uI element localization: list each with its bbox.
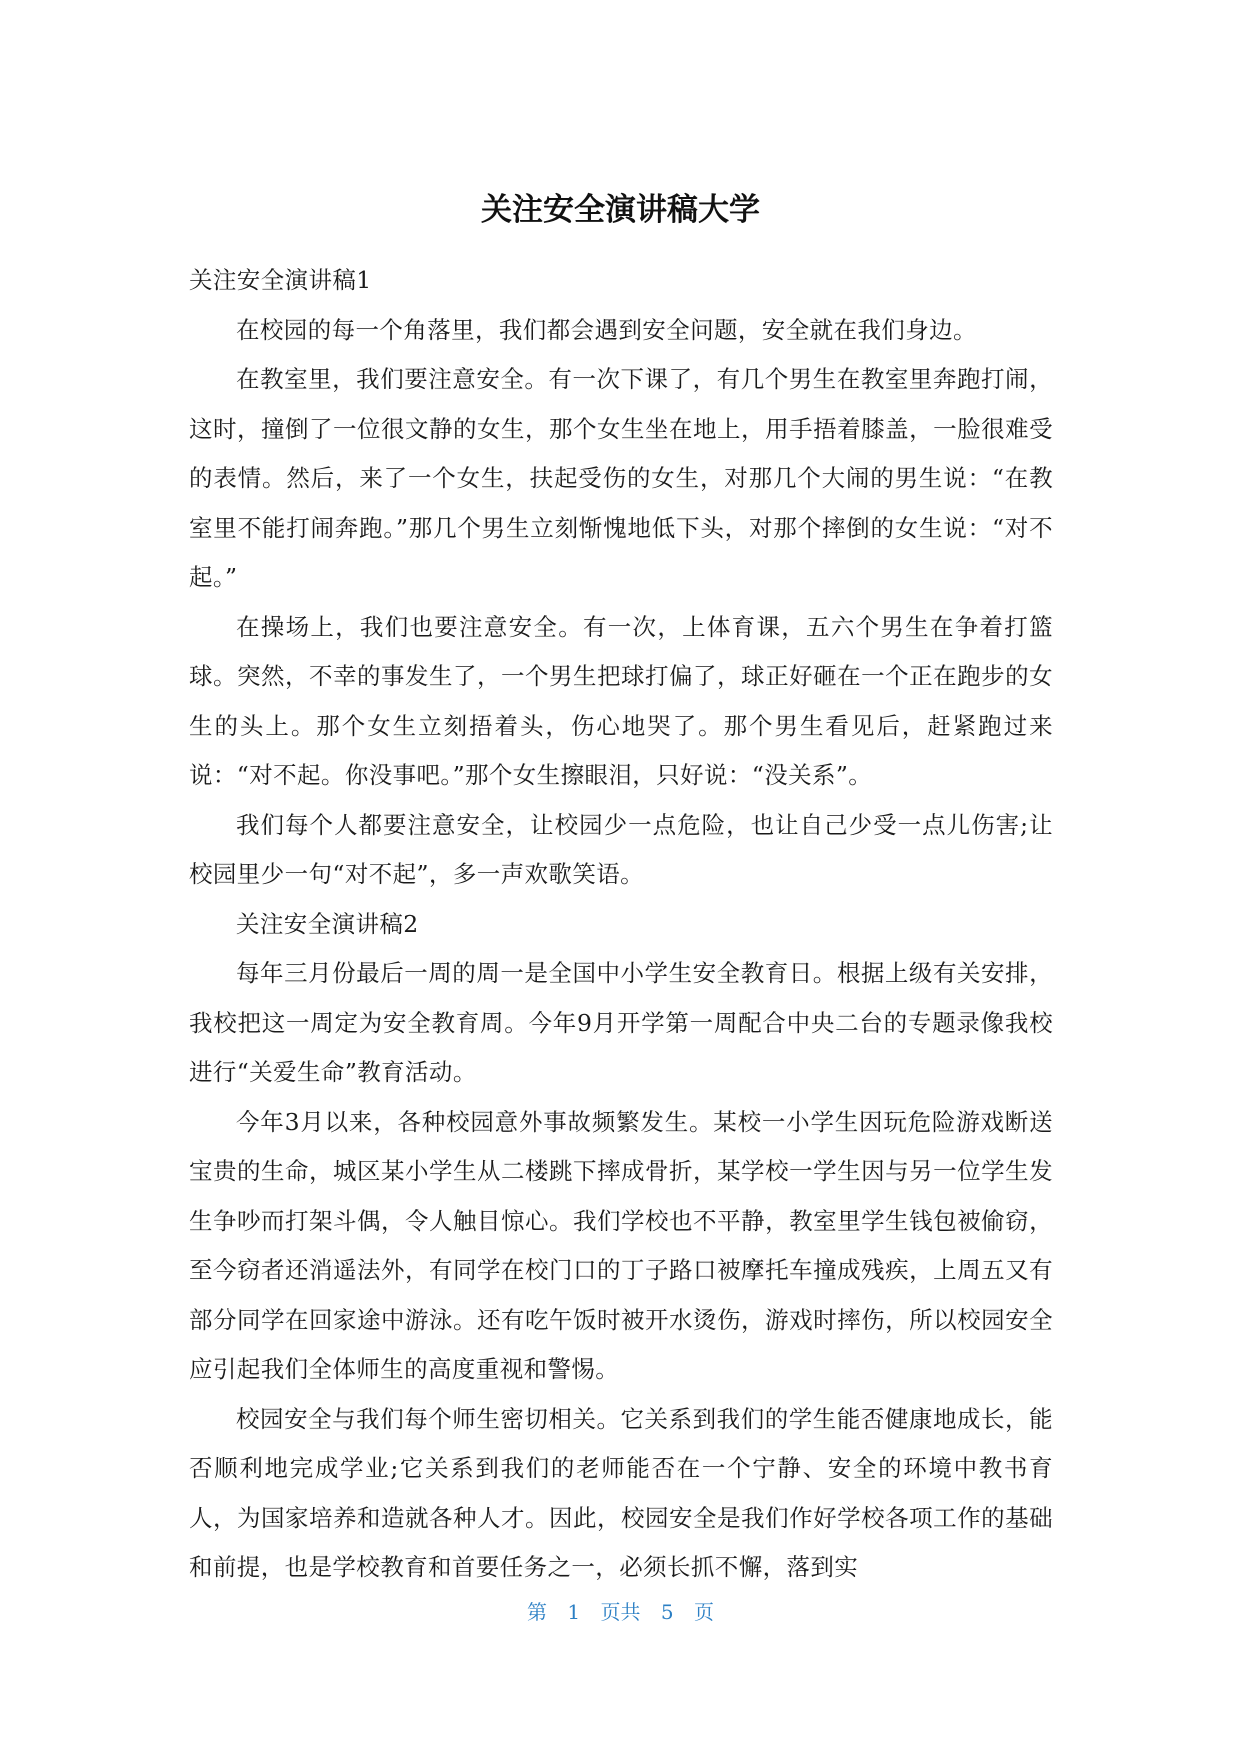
page-label: 第 xyxy=(527,1600,548,1624)
body-paragraph: 在校园的每一个角落里，我们都会遇到安全问题，安全就在我们身边。 xyxy=(236,315,977,344)
page-total: 5 xyxy=(660,1600,674,1624)
page-end: 页 xyxy=(693,1600,714,1624)
section-heading: 关注安全演讲稿1 xyxy=(189,266,372,294)
document-body xyxy=(189,256,1053,1593)
page-mid: 页共 xyxy=(600,1600,641,1624)
section-heading: 关注安全演讲稿2 xyxy=(236,909,419,938)
body-paragraph: 我们每个人都要注意安全，让校园少一点危险，也让自己少受一点儿伤害;让校园里少一句“对不起”，多一声欢歌笑语。 xyxy=(189,810,1053,888)
body-paragraph: 校园安全与我们每个师生密切相关。它关系到我们的学生能否健康地成长，能否顺利地完成学业;它关系到我们的老师能否在一个宁静、安全的环境中教书育人，为国家培养和造就各种人才。因此，校园安全是我们作好学校各项工作的基础和前提，也是学校教育和首要任务之一，必须长抓不懈，落到实 xyxy=(189,1404,1053,1581)
body-paragraph: 每年三月份最后一周的周一是全国中小学生安全教育日。根据上级有关安排，我校把这一周定为安全教育周。今年9月开学第一周配合中央二台的专题录像我校进行“关爱生命”教育活动。 xyxy=(189,959,1053,1086)
body-paragraph: 在教室里，我们要注意安全。有一次下课了，有几个男生在教室里奔跑打闹，这时，撞倒了一位很文静的女生，那个女生坐在地上，用手捂着膝盖，一脸很难受的表情。然后，来了一个女生，扶起受伤的女生，对那几个大闹的男生说：“在教室里不能打闹奔跑。”那几个男生立刻惭愧地低下头，对那个摔倒的女生说：“对不起。” xyxy=(189,365,1053,591)
body-paragraph: 在操场上，我们也要注意安全。有一次，上体育课，五六个男生在争着打篮球。突然，不幸的事发生了，一个男生把球打偏了，球正好砸在一个正在跑步的女生的头上。那个女生立刻捂着头，伤心地哭了。那个男生看见后，赶紧跑过来说：“对不起。你没事吧。”那个女生擦眼泪，只好说：“没关系”。 xyxy=(189,612,1053,789)
page-current: 1 xyxy=(567,1600,581,1624)
page-footer xyxy=(0,1598,1241,1626)
body-paragraph: 今年3月以来，各种校园意外事故频繁发生。某校一小学生因玩危险游戏断送宝贵的生命，城区某小学生从二楼跳下摔成骨折，某学校一学生因与另一位学生发生争吵而打架斗偶，令人触目惊心。我们学校也不平静，教室里学生钱包被偷窃，至今窃者还消遥法外，有同学在校门口的丁子路口被摩托车撞成残疾，上周五又有部分同学在回家途中游泳。还有吃午饭时被开水烫伤，游戏时摔伤，所以校园安全应引起我们全体师生的高度重视和警惕。 xyxy=(189,1107,1053,1383)
document-title: 关注安全演讲稿大学 xyxy=(481,192,760,228)
